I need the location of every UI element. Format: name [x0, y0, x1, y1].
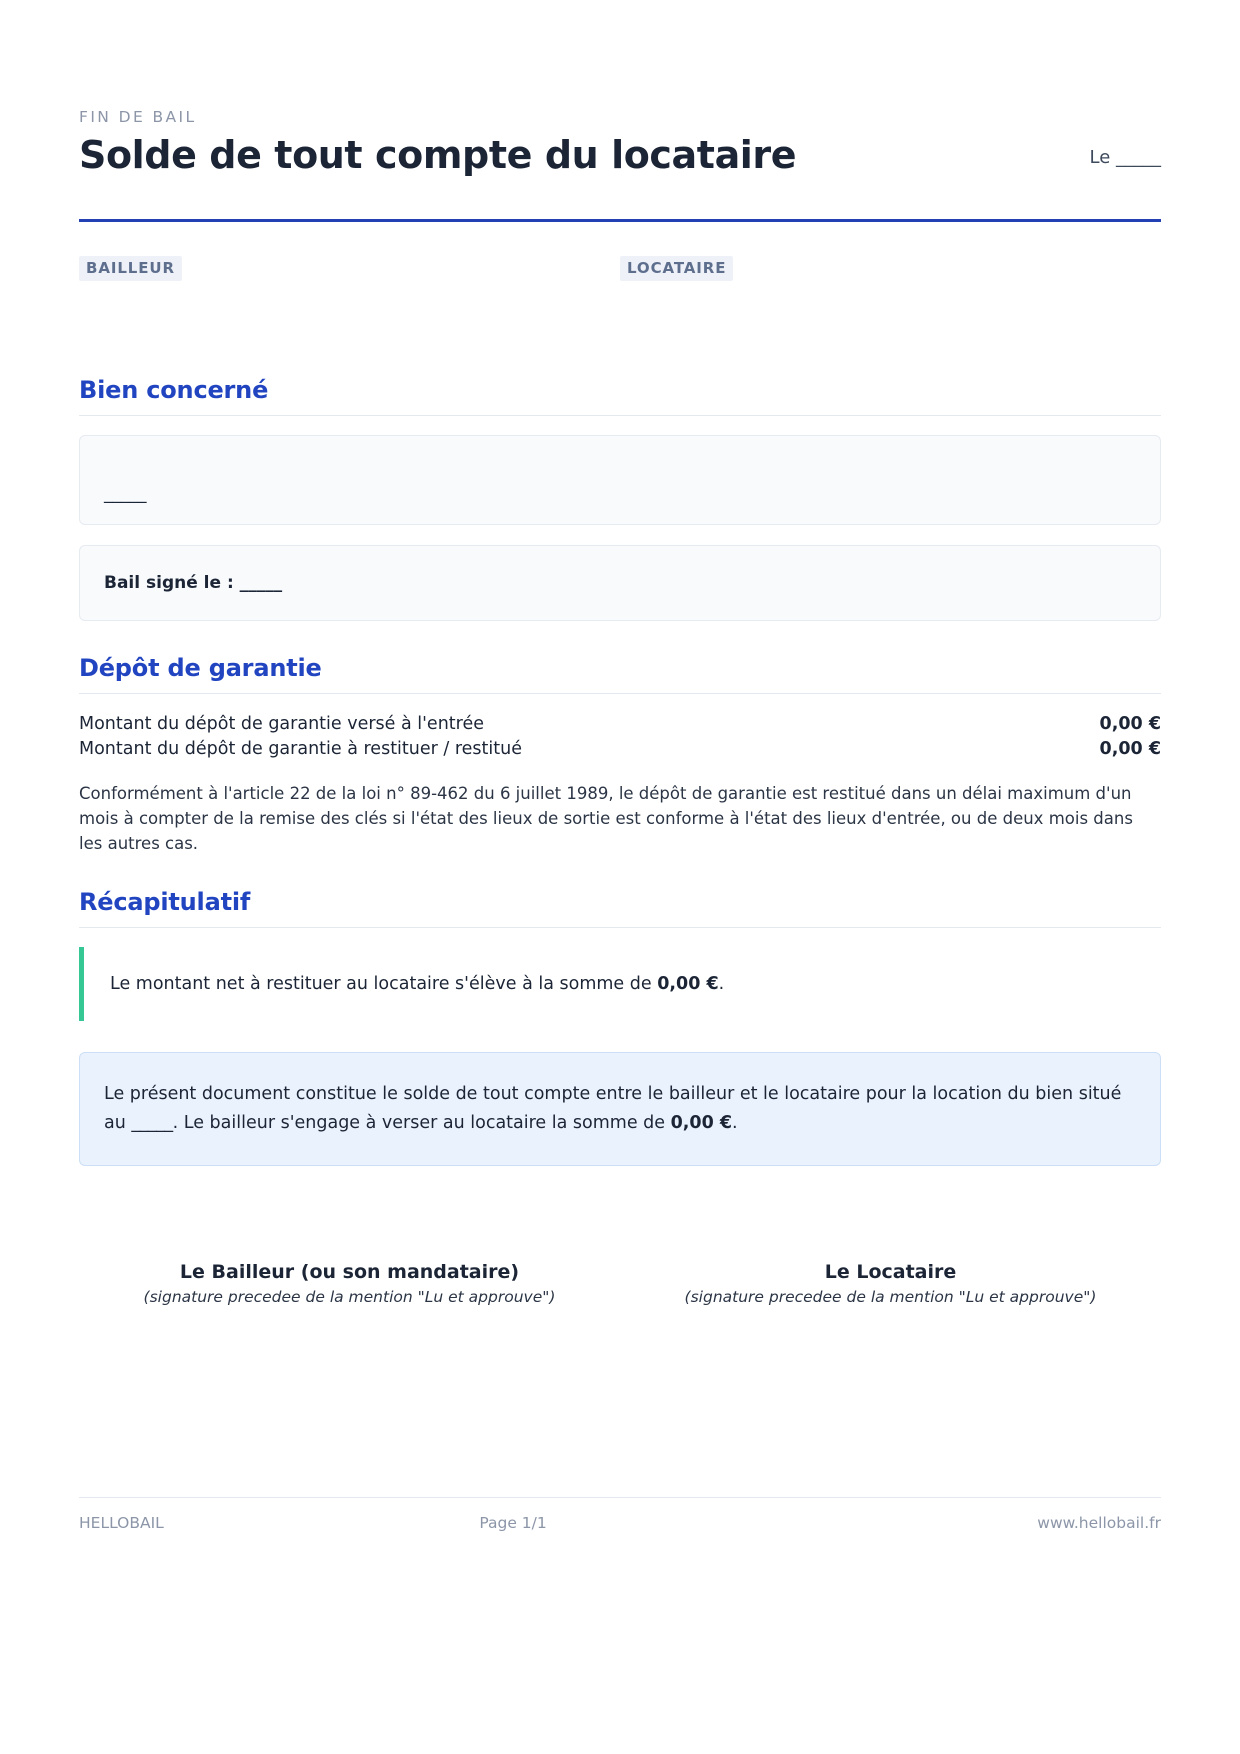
settlement-amount: 0,00 € — [670, 1112, 733, 1133]
bailleur-badge: BAILLEUR — [79, 256, 182, 281]
table-row — [79, 713, 1161, 738]
section-title-depot-garantie: Dépôt de garantie — [79, 654, 322, 683]
table-row — [79, 738, 1161, 763]
section-depot-garantie — [79, 654, 1161, 856]
bien-address-panel[interactable] — [79, 435, 1161, 525]
signature-name-bailleur: Le Bailleur (ou son mandataire) — [179, 1260, 520, 1283]
section-recapitulatif — [79, 888, 1161, 1166]
section-divider — [79, 927, 1161, 928]
section-title-bien-concerne: Bien concerné — [79, 376, 269, 405]
settlement-info-box — [79, 1052, 1161, 1166]
header-divider — [79, 219, 1161, 222]
section-bien-concerne — [79, 376, 1161, 621]
signature-block-bailleur[interactable] — [79, 1261, 620, 1306]
document-eyebrow: FIN DE BAIL — [79, 108, 197, 126]
signature-block-locataire[interactable] — [620, 1261, 1161, 1306]
page-footer — [79, 1497, 1161, 1532]
bail-signe-panel[interactable] — [79, 545, 1161, 621]
footer-website: www.hellobail.fr — [1037, 1514, 1161, 1532]
signature-name-locataire: Le Locataire — [824, 1260, 957, 1283]
net-amount-callout — [79, 947, 1161, 1021]
bail-signe-label[interactable]: Bail signé le : _____ — [104, 573, 283, 594]
footer-brand: HELLOBAIL — [79, 1514, 164, 1532]
net-amount-value: 0,00 € — [657, 974, 719, 995]
section-divider — [79, 415, 1161, 416]
amount-value: 0,00 € — [1099, 714, 1161, 735]
legal-note-article-22: Conformément à l'article 22 de la loi n° 89-462 du 6 juillet 1989, le dépôt de garantie est restitué dans un délai maximum d'un mois à compter de la remise des clés si l'état des lieux de sortie est conforme à l'état des lieux d'entrée, ou de deux mois dans les autres cas. — [79, 784, 1133, 854]
signature-hint-locataire: (signature precedee de la mention "Lu et approuve") — [684, 1287, 1097, 1306]
net-amount-text — [110, 974, 724, 994]
header-title-group — [79, 108, 1089, 176]
amount-value: 0,00 € — [1099, 739, 1161, 760]
document-date-field[interactable]: Le _____ — [1089, 147, 1161, 169]
amount-label: Montant du dépôt de garantie à restituer / restitué — [79, 739, 522, 760]
signature-hint-bailleur: (signature precedee de la mention "Lu et approuve") — [143, 1287, 556, 1306]
parties-section — [79, 256, 1161, 374]
bien-address-blank[interactable]: _____ — [104, 484, 147, 505]
settlement-text-part3: . — [732, 1112, 738, 1133]
page-title: Solde de tout compte du locataire — [79, 133, 797, 177]
section-divider — [79, 693, 1161, 694]
net-amount-prefix: Le montant net à restituer au locataire s'élève à la somme de — [110, 974, 658, 995]
settlement-text-part1: Le présent document constitue le solde de tout compte entre le bailleur et le locataire pour la location du bien situé au — [104, 1084, 1122, 1133]
locataire-badge: LOCATAIRE — [620, 256, 733, 281]
signatures-section — [79, 1261, 1161, 1306]
settlement-address-blank[interactable]: _____ — [131, 1112, 173, 1133]
footer-page-number: Page 1/1 — [479, 1514, 547, 1532]
party-bailleur — [79, 256, 620, 374]
amount-label: Montant du dépôt de garantie versé à l'entrée — [79, 714, 484, 735]
net-amount-suffix: . — [718, 974, 725, 995]
settlement-text-part2: . Le bailleur s'engage à verser au locataire la somme de — [172, 1112, 671, 1133]
party-locataire — [620, 256, 1161, 374]
document-header — [79, 0, 1161, 176]
section-title-recapitulatif: Récapitulatif — [79, 888, 251, 917]
